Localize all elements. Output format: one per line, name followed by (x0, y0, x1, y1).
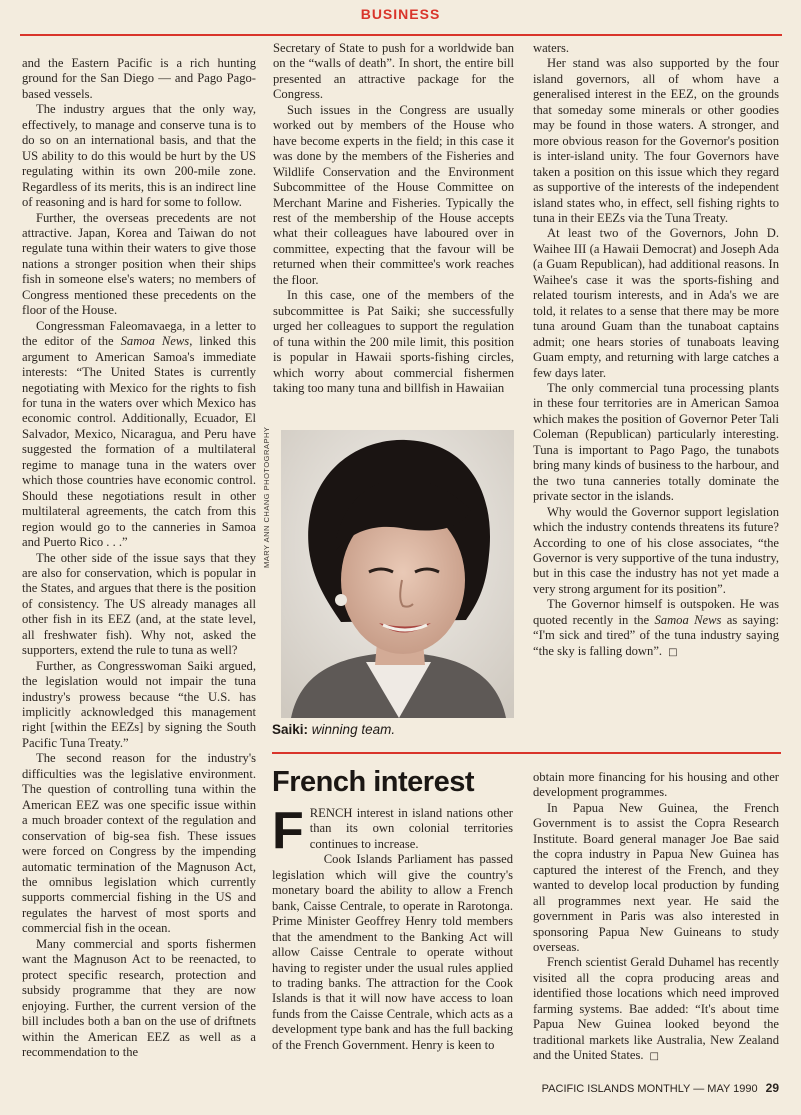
article-column-2 (273, 41, 514, 421)
french-column-2 (533, 770, 779, 1078)
paragraph: Secretary of State to push for a worldwide ban on the “walls of death”. In short, the entire bill presented an attractive package for the Congress. (273, 41, 514, 102)
article-headline: French interest (272, 766, 474, 798)
paragraph: Cook Islands Parliament has passed legislation which will give the country's monetary board the ability to allow a French bank, Caisse Centrale, to operate in Rarotonga. Prime Minister Geoffrey Henry told members that the amendment to the Banking Act will allow Caisse Centrale to operate without having to register under the usual rules applied to trading banks. The attraction for the Cook Islands is that it will now have access to loan funds from the Caisse Centrale, which acts as a development type bank and has the full backing of the French Government. Henry is keen to (272, 852, 513, 1052)
paragraph: The Governor himself is outspoken. He was quoted recently in the Samoa News as saying: “I'm sick and tired” of the tuna industry saying “the sky is falling down”. □ (533, 597, 779, 658)
paragraph: Many commercial and sports fishermen want the Magnuson Act to be reenacted, to protect specific research, protection and subsidy programme that they are now enjoying. Further, the current version of the bill includes both a ban on the use of driftnets within the American EEZ as well as a recommendation to the (22, 936, 256, 1059)
paragraph: French scientist Gerald Duhamel has recently visited all the copra producing areas and identified those locations which need improved farming systems. Bae added: “It's about time Papua New Guinea looked beyond the traditional markets like Australia, New Zealand and the United States. □ (533, 955, 779, 1063)
paragraph: obtain more financing for his housing and other development programmes. (533, 770, 779, 800)
paragraph: The other side of the issue says that they are also for conservation, which is popular in the States, and argues that there is the position of consistency. The US already manages all other fish in its EEZ (and, at the state level, all freshwater fish). Why not, asked the supporters, extend the rule to tuna as well? (22, 550, 256, 658)
paragraph: In this case, one of the members of the subcommittee is Pat Saiki; she successfully urged her colleagues to support the regulation of tuna within the 200 mile limit, this position is popular in Hawaii sports-fishing circles, which worry about commercial fishermen taking too many tuna and billfish in Hawaiian (273, 288, 514, 395)
end-of-story-icon: □ (649, 1051, 659, 1063)
paragraph: waters. (533, 41, 570, 55)
paragraph: Such issues in the Congress are usually worked out by members of the House who have become experts in the field; in this case it was done by the members of the Fisheries and Wildlife Conservation and the Environment Subcommittee of the House Committee on Merchant Marine and Fisheries. Typically the rest of the membership of the House accepts what their colleagues have laboured over in committee, expecting that the favour will be returned when their committee's work reaches the floor. (273, 102, 514, 287)
paragraph: Congressman Faleomavaega, in a letter to the editor of the Samoa News, linked this argument to American Samoa's immediate interests: “The United States is currently negotiating with Mexico for the rights to fish for tuna in the waters over which Mexico has economic control. Additionally, Ecuador, El Salvador, Mexico, Nicaragua, and Peru have suggested the formation of a multilateral regime to manage tuna in the waters over which those countries have economic control. Should these negotiations result in other multilateral agreements, the catch from this region would go to the canneries in Samoa and Puerto Rico . . .” (22, 318, 256, 550)
header-rule (20, 34, 782, 36)
photo-caption: Saiki: winning team. (272, 722, 396, 737)
portrait-illustration (281, 430, 514, 718)
article-column-1 (22, 56, 256, 1074)
end-of-story-icon: □ (668, 646, 678, 658)
section-divider (272, 752, 781, 754)
paragraph: and the Eastern Pacific is a rich hunting ground for the San Diego — and Pago Pago-based vessels. (22, 56, 256, 101)
paragraph: At least two of the Governors, John D. Waihee III (a Hawaii Democrat) and Joseph Ada (a Guam Republican), had additional reasons. In Waihee's case it was the sports-fishing and related tourism interests, and in Ada's we are told, it relates to a sense that there may be more tuna around Guam than the tunaboat captains admit; one hears stories of tunaboats leaving Guam empty, and returning with large catches a few days later. (533, 226, 779, 380)
article-column-3 (533, 41, 779, 746)
publication-footer: PACIFIC ISLANDS MONTHLY — MAY 1990 (541, 1083, 758, 1095)
paragraph: Further, the overseas precedents are not attractive. Japan, Korea and Taiwan do not regulate tuna within their waters to give those nations a stronger position when their ships fish in someone else's waters; no members of Congress mentioned these precedents on the floor of the House. (22, 210, 256, 318)
paragraph: Further, as Congresswoman Saiki argued, the legislation would not impair the tuna industry's prowess because “the U.S. has implicitly acknowledged this management right [within the EEZs] by signing the South Pacific Tuna Treaty.” (22, 658, 256, 750)
section-label: BUSINESS (360, 6, 441, 22)
publication-name: Samoa News (654, 612, 722, 627)
paragraph: The second reason for the industry's difficulties was the legislative environment. The question of controlling tuna within the American EEZ was one specific issue within a much broader context of the regulation and conservation of big-sea fish. These issues were forced on Congress by the impending automatic termination of the Magnuson Act, the omnibus legislation which currently supports commercial fishing in the US and regulates the harvest of most sports and commercial fish in the ocean. (22, 751, 256, 936)
publication-name: Samoa News (120, 334, 190, 349)
page-number: 29 (765, 1081, 779, 1095)
page-footer (533, 1081, 779, 1095)
paragraph: The only commercial tuna processing plants in these four territories are in American Samoa which makes the position of Governor Peter Tali Coleman (Republican) particularly interesting. Tuna is important to Pago Pago, the tunabots bring many kinds of business to the harbour, and the two tuna canneries totally dominate the private sector in the islands. (533, 380, 779, 504)
drop-cap: F (272, 806, 304, 860)
lead-paragraph: FRENCH interest in island nations other than its own colonial territories continues to increase. (272, 806, 513, 860)
photo-credit: MARY ANN CHANG PHOTOGRAPHY (262, 426, 271, 568)
paragraph: Her stand was also supported by the four island governors, all of whom have a generalised interest in the EEZ, on the grounds that someday some minerals or other goodies may be found in those waters. A stronger, and more obvious reason for the Governor's position is inter-island unity. The four Governors have taken a position on this issue which they regard as supportive of the interests of the independent island states who, in effect, sell fishing rights to tuna in their EEZs via the Tuna Treaty. (533, 56, 779, 225)
portrait-photo (281, 430, 514, 718)
paragraph: In Papua New Guinea, the French Government is to assist the Copra Research Institute. Board general manager Joe Bae said the copra industry in Papua New Guinea has captured the interest of the French, and they wanted to develop local production by funding all programmes next year. He said the government in Paris was also interested in sponsoring Papua New Guineans to study overseas. (533, 800, 779, 954)
paragraph: Why would the Governor support legislation which the industry contends threatens its future? According to one of his close associates, “the Governor is very supportive of the tuna industry, but in this case the industry has not yet made a very strong argument for its position”. (533, 504, 779, 596)
paragraph: The industry argues that the only way, effectively, to manage and conserve tuna is to do so on an international basis, and that the US ability to do this would be hurt by the US regulating within its own 200-mile zone. Regardless of its merits, this is an indirect line of reasoning and is hard for some to follow. (22, 102, 256, 210)
french-column-1 (272, 806, 513, 1078)
